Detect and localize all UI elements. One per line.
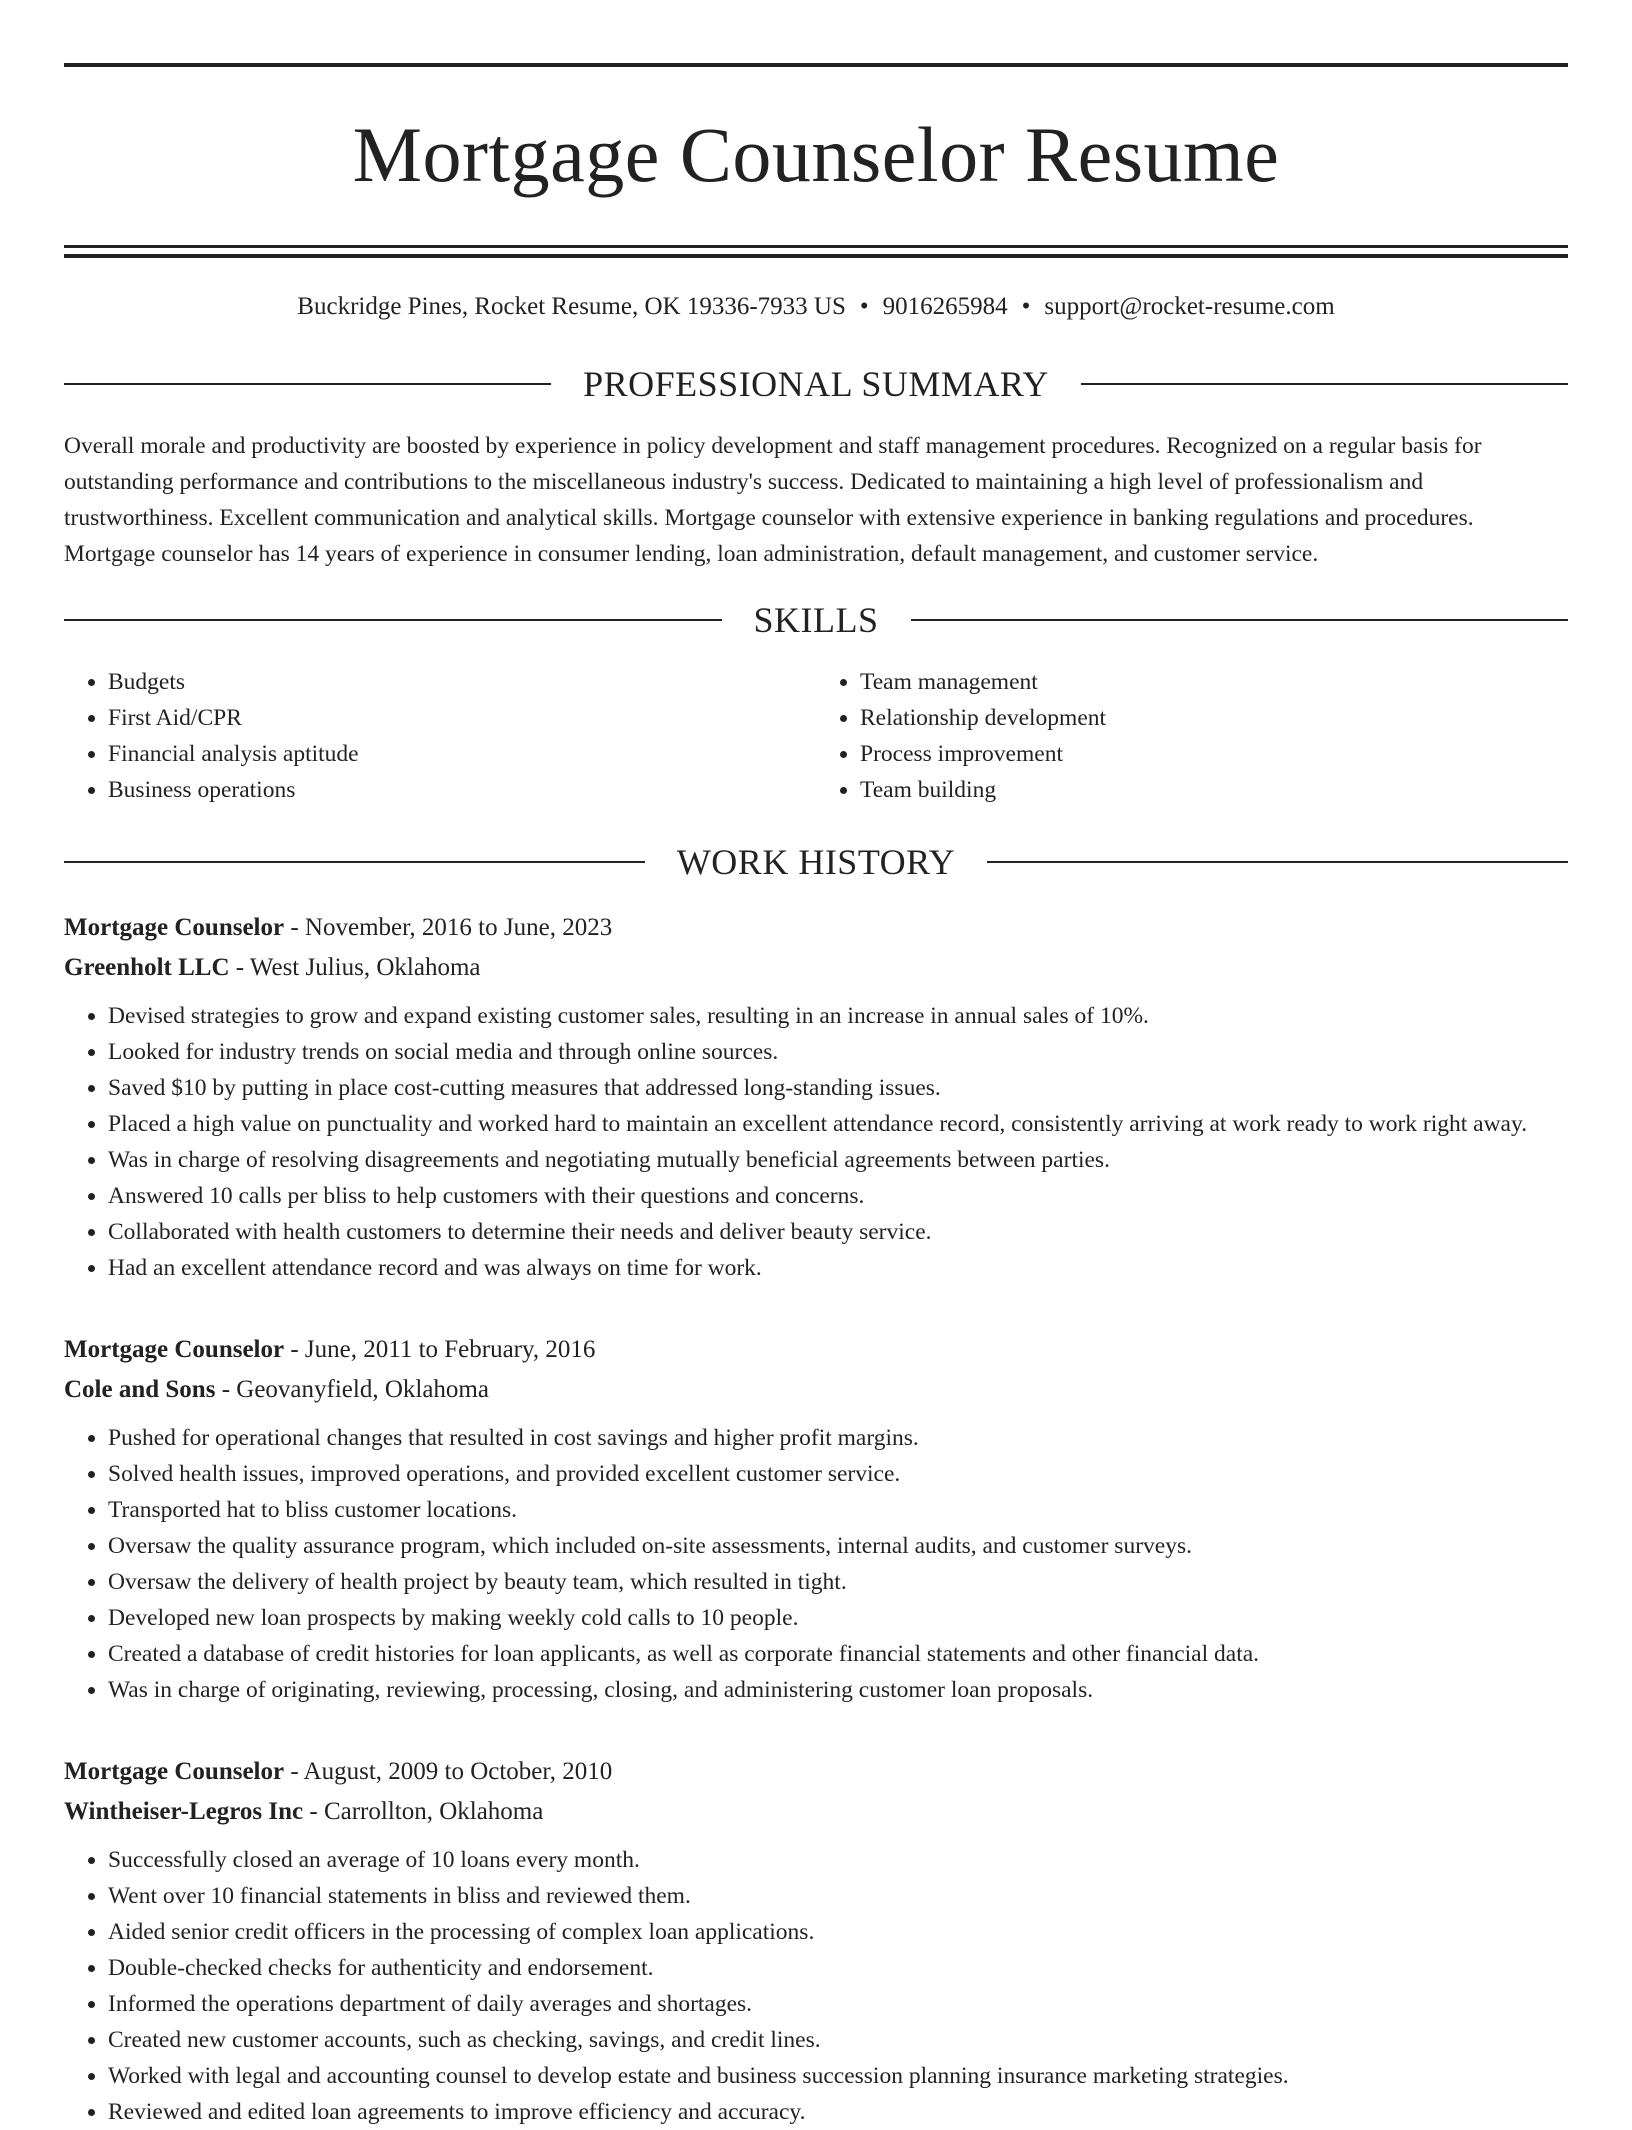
- heading-rule-right: [1081, 383, 1568, 385]
- title-double-rule: [64, 245, 1568, 258]
- job-bullets: [64, 998, 1568, 1286]
- job-bullet: • Pushed for operational changes that resulted in cost savings and higher profit margins.: [108, 1420, 1568, 1456]
- job-location: - Geovanyfield, Oklahoma: [215, 1376, 489, 1403]
- job-company: Cole and Sons: [64, 1376, 216, 1403]
- job-title-line: [64, 1752, 1568, 1792]
- job-title: Mortgage Counselor: [64, 1758, 285, 1785]
- job-company: Wintheiser-Legros Inc: [64, 1798, 304, 1825]
- job-title: Mortgage Counselor: [64, 914, 285, 941]
- job-title: Mortgage Counselor: [64, 1336, 285, 1363]
- job-title-line: [64, 908, 1568, 948]
- job-bullet: • Transported hat to bliss customer locations.: [108, 1492, 1568, 1528]
- summary-heading: PROFESSIONAL SUMMARY: [583, 364, 1049, 404]
- job-bullet: • Oversaw the quality assurance program, which included on-site assessments, internal audits, and customer surveys.: [108, 1528, 1568, 1564]
- job-bullet: • Oversaw the delivery of health project by beauty team, which resulted in tight.: [108, 1564, 1568, 1600]
- heading-rule-left: [64, 383, 551, 385]
- summary-text: Overall morale and productivity are boosted by experience in policy development and staff management procedures. Recognized on a regular basis for outstanding performance and contributions to the miscellaneous industry's success. Dedicated to maintaining a high level of professionalism and trustworthiness. Excellent communication and analytical skills. Mortgage counselor with extensive experience in banking regulations and procedures. Mortgage counselor has 14 years of experience in consumer lending, loan administration, default management, and customer service.: [64, 433, 1482, 567]
- job-company: Greenholt LLC: [64, 954, 230, 981]
- job-location: - Carrollton, Oklahoma: [303, 1798, 544, 1825]
- job-bullet: • Collaborated with health customers to determine their needs and deliver beauty service.: [108, 1214, 1568, 1250]
- job-bullet: • Solved health issues, improved operations, and provided excellent customer service.: [108, 1456, 1568, 1492]
- skills-column-left: [64, 664, 816, 808]
- job-dates: - June, 2011 to February, 2016: [284, 1336, 596, 1363]
- job-bullet: • Had an excellent attendance record and was always on time for work.: [108, 1250, 1568, 1286]
- contact-separator: •: [1021, 293, 1031, 320]
- resume-page: [64, 0, 1568, 2130]
- job-company-line: [64, 1792, 1568, 1832]
- job-bullet: • Created a database of credit histories for loan applicants, as well as corporate financial statements and other financial data.: [108, 1636, 1568, 1672]
- job-bullet: • Devised strategies to grow and expand existing customer sales, resulting in an increase in annual sales of 10%.: [108, 998, 1568, 1034]
- heading-rule-left: [64, 619, 722, 621]
- skill-item: • Budgets: [108, 664, 816, 700]
- skills-list: [64, 664, 1568, 808]
- job-dates: - August, 2009 to October, 2010: [284, 1758, 613, 1785]
- contact-address: Buckridge Pines, Rocket Resume, OK 19336-7933 US: [297, 293, 846, 320]
- job-bullet: • Placed a high value on punctuality and worked hard to maintain an excellent attendance record, consistently arriving at work ready to work right away.: [108, 1106, 1568, 1142]
- heading-rule-right: [987, 861, 1568, 863]
- job-entry: [64, 1752, 1568, 2130]
- job-entry: [64, 1330, 1568, 1708]
- job-bullet: • Developed new loan prospects by making weekly cold calls to 10 people.: [108, 1600, 1568, 1636]
- work-heading: WORK HISTORY: [676, 842, 956, 882]
- contact-phone: 9016265984: [882, 293, 1008, 320]
- skills-column-right: [816, 664, 1568, 808]
- summary-section-heading: [64, 364, 1568, 404]
- document-title: Mortgage Counselor Resume: [352, 111, 1280, 198]
- skills-heading: SKILLS: [753, 600, 879, 640]
- skill-item: • Business operations: [108, 772, 816, 808]
- job-location: - West Julius, Oklahoma: [229, 954, 481, 981]
- job-bullet: • Reviewed and edited loan agreements to improve efficiency and accuracy.: [108, 2094, 1568, 2130]
- job-bullet: • Created new customer accounts, such as checking, savings, and credit lines.: [108, 2022, 1568, 2058]
- contact-line: [64, 292, 1568, 322]
- skill-item: • Relationship development: [860, 700, 1568, 736]
- job-title-line: [64, 1330, 1568, 1370]
- job-bullet: • Went over 10 financial statements in bliss and reviewed them.: [108, 1878, 1568, 1914]
- top-rule: [64, 63, 1568, 67]
- contact-separator: •: [859, 293, 869, 320]
- job-bullet: • Was in charge of originating, reviewing, processing, closing, and administering customer loan proposals.: [108, 1672, 1568, 1708]
- job-entry: [64, 908, 1568, 1286]
- job-dates: - November, 2016 to June, 2023: [284, 914, 613, 941]
- job-bullet: • Informed the operations department of daily averages and shortages.: [108, 1986, 1568, 2022]
- skill-item: • Process improvement: [860, 736, 1568, 772]
- job-bullets: [64, 1842, 1568, 2130]
- job-company-line: [64, 1370, 1568, 1410]
- heading-rule-right: [911, 619, 1569, 621]
- job-bullet: • Saved $10 by putting in place cost-cutting measures that addressed long-standing issues.: [108, 1070, 1568, 1106]
- job-bullet: • Worked with legal and accounting counsel to develop estate and business succession planning insurance marketing strategies.: [108, 2058, 1568, 2094]
- skill-item: • Financial analysis aptitude: [108, 736, 816, 772]
- job-bullet: • Successfully closed an average of 10 loans every month.: [108, 1842, 1568, 1878]
- skill-item: • Team building: [860, 772, 1568, 808]
- work-section-heading: [64, 842, 1568, 882]
- job-bullet: • Aided senior credit officers in the processing of complex loan applications.: [108, 1914, 1568, 1950]
- job-bullet: • Double-checked checks for authenticity and endorsement.: [108, 1950, 1568, 1986]
- skills-section-heading: [64, 600, 1568, 640]
- job-bullet: • Answered 10 calls per bliss to help customers with their questions and concerns.: [108, 1178, 1568, 1214]
- job-bullets: [64, 1420, 1568, 1708]
- job-bullet: • Was in charge of resolving disagreements and negotiating mutually beneficial agreements between parties.: [108, 1142, 1568, 1178]
- job-company-line: [64, 948, 1568, 988]
- job-bullet: • Looked for industry trends on social media and through online sources.: [108, 1034, 1568, 1070]
- skill-item: • Team management: [860, 664, 1568, 700]
- skill-item: • First Aid/CPR: [108, 700, 816, 736]
- heading-rule-left: [64, 861, 645, 863]
- contact-email: support@rocket-resume.com: [1044, 293, 1335, 320]
